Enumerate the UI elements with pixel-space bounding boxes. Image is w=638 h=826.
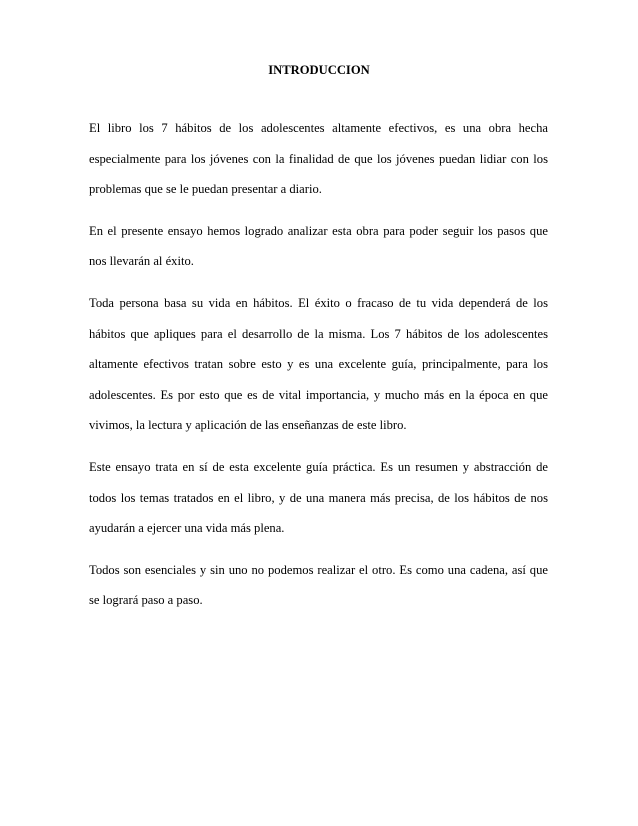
paragraph-2: En el presente ensayo hemos logrado analizar esta obra para poder seguir los pasos que nos llevarán al éxito. — [89, 223, 548, 269]
page-title: INTRODUCCION — [268, 63, 370, 77]
paragraph-4: Este ensayo trata en sí de esta excelente guía práctica. Es un resumen y abstracción de todos los temas tratados en el libro, y de una manera más precisa, de los hábitos de nos ayudarán a ejercer una vida más plena. — [89, 459, 548, 536]
paragraph-3: Toda persona basa su vida en hábitos. El éxito o fracaso de tu vida dependerá de los hábitos que apliques para el desarrollo de la misma. Los 7 hábitos de los adolescentes altamente efectivos tratan sobre esto y es una excelente guía, principalmente, para los adolescentes. Es por esto que es de vital importancia, y mucho más en la época en que vivimos, la lectura y aplicación de las enseñanzas de este libro. — [89, 295, 548, 433]
paragraph-1: El libro los 7 hábitos de los adolescentes altamente efectivos, es una obra hecha especialmente para los jóvenes con la finalidad de que los jóvenes puedan lidiar con los problemas que se le puedan presentar a diario. — [89, 121, 548, 197]
document-body — [89, 113, 548, 627]
paragraph-5: Todos son esenciales y sin uno no podemos realizar el otro. Es como una cadena, así que se logrará paso a paso. — [89, 562, 548, 608]
